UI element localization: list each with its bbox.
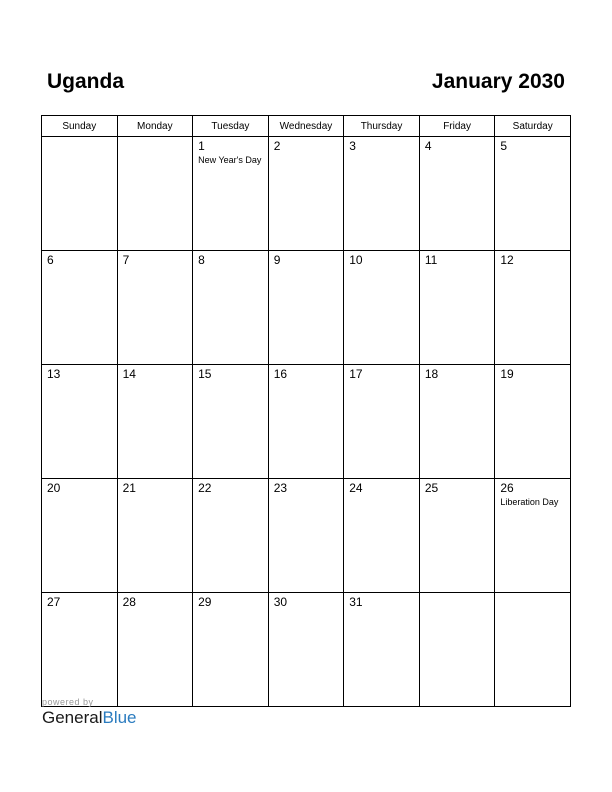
day-cell bbox=[42, 251, 118, 365]
day-cell bbox=[268, 365, 344, 479]
day-cell bbox=[495, 593, 571, 707]
weekday-header: Sunday bbox=[42, 116, 118, 137]
weekday-header: Monday bbox=[117, 116, 193, 137]
day-number: 31 bbox=[349, 595, 363, 609]
day-number: 11 bbox=[424, 253, 438, 267]
day-number: 22 bbox=[198, 481, 212, 495]
generalblue-logo[interactable] bbox=[42, 708, 137, 728]
day-cell bbox=[419, 593, 495, 707]
day-cell bbox=[344, 365, 420, 479]
day-number: 17 bbox=[349, 367, 363, 381]
day-cell bbox=[268, 479, 344, 593]
day-cell bbox=[344, 251, 420, 365]
day-cell bbox=[117, 593, 193, 707]
day-cell bbox=[495, 365, 571, 479]
day-number: 7 bbox=[122, 253, 130, 267]
day-cell bbox=[42, 479, 118, 593]
week-row bbox=[42, 251, 571, 365]
day-cell bbox=[117, 365, 193, 479]
day-cell bbox=[117, 137, 193, 251]
day-cell bbox=[193, 365, 269, 479]
day-number: 30 bbox=[273, 595, 288, 609]
day-cell bbox=[419, 365, 495, 479]
day-number: 27 bbox=[47, 595, 61, 609]
day-number: 9 bbox=[273, 253, 281, 267]
day-number: 15 bbox=[198, 367, 212, 381]
day-number: 28 bbox=[122, 595, 136, 609]
weekday-header-row bbox=[42, 116, 571, 137]
weekday-header: Tuesday bbox=[193, 116, 269, 137]
day-number: 1 bbox=[198, 139, 205, 153]
day-number: 19 bbox=[500, 367, 514, 381]
day-cell bbox=[268, 251, 344, 365]
day-number: 10 bbox=[349, 253, 363, 267]
day-cell bbox=[495, 479, 571, 593]
day-number: 8 bbox=[198, 253, 205, 267]
day-cell bbox=[344, 479, 420, 593]
day-number: 25 bbox=[424, 481, 439, 495]
day-number: 21 bbox=[122, 481, 136, 495]
week-row bbox=[42, 365, 571, 479]
powered-by-label: powered by bbox=[42, 697, 94, 707]
holiday-label: New Year's Day bbox=[198, 155, 262, 165]
day-number: 20 bbox=[47, 481, 61, 495]
day-cell bbox=[419, 479, 495, 593]
weekday-header: Friday bbox=[419, 116, 495, 137]
day-cell bbox=[419, 137, 495, 251]
day-number: 2 bbox=[273, 139, 281, 153]
day-cell bbox=[193, 593, 269, 707]
weekday-header: Wednesday bbox=[268, 116, 344, 137]
week-row bbox=[42, 137, 571, 251]
day-cell bbox=[495, 251, 571, 365]
day-cell bbox=[344, 137, 420, 251]
brand-blue-text: Blue bbox=[102, 708, 137, 727]
calendar-grid bbox=[41, 115, 571, 707]
brand-general-text: General bbox=[42, 708, 103, 727]
day-number: 16 bbox=[273, 367, 288, 381]
day-number: 14 bbox=[122, 367, 136, 381]
day-number: 4 bbox=[424, 139, 432, 153]
day-number: 5 bbox=[500, 139, 508, 153]
day-cell bbox=[193, 137, 269, 251]
weekday-header: Thursday bbox=[344, 116, 420, 137]
day-cell bbox=[268, 137, 344, 251]
country-title: Uganda bbox=[47, 70, 125, 93]
day-cell bbox=[42, 137, 118, 251]
day-number: 13 bbox=[47, 367, 61, 381]
month-year-title: January 2030 bbox=[431, 70, 565, 93]
day-cell bbox=[344, 593, 420, 707]
day-cell bbox=[42, 365, 118, 479]
weekday-header: Saturday bbox=[495, 116, 571, 137]
day-cell bbox=[42, 593, 118, 707]
day-number: 24 bbox=[349, 481, 363, 495]
day-number: 12 bbox=[500, 253, 514, 267]
day-number: 29 bbox=[198, 595, 212, 609]
calendar-header bbox=[47, 70, 565, 100]
day-cell bbox=[117, 251, 193, 365]
day-number: 23 bbox=[273, 481, 288, 495]
day-cell bbox=[268, 593, 344, 707]
footer-branding bbox=[42, 697, 137, 728]
day-number: 26 bbox=[500, 481, 514, 495]
week-row bbox=[42, 593, 571, 707]
day-number: 3 bbox=[349, 139, 356, 153]
day-number: 18 bbox=[424, 367, 439, 381]
holiday-label: Liberation Day bbox=[500, 497, 559, 507]
week-row bbox=[42, 479, 571, 593]
day-number: 6 bbox=[47, 253, 54, 267]
day-cell bbox=[117, 479, 193, 593]
day-cell bbox=[193, 479, 269, 593]
day-cell bbox=[419, 251, 495, 365]
day-cell bbox=[193, 251, 269, 365]
day-cell bbox=[495, 137, 571, 251]
